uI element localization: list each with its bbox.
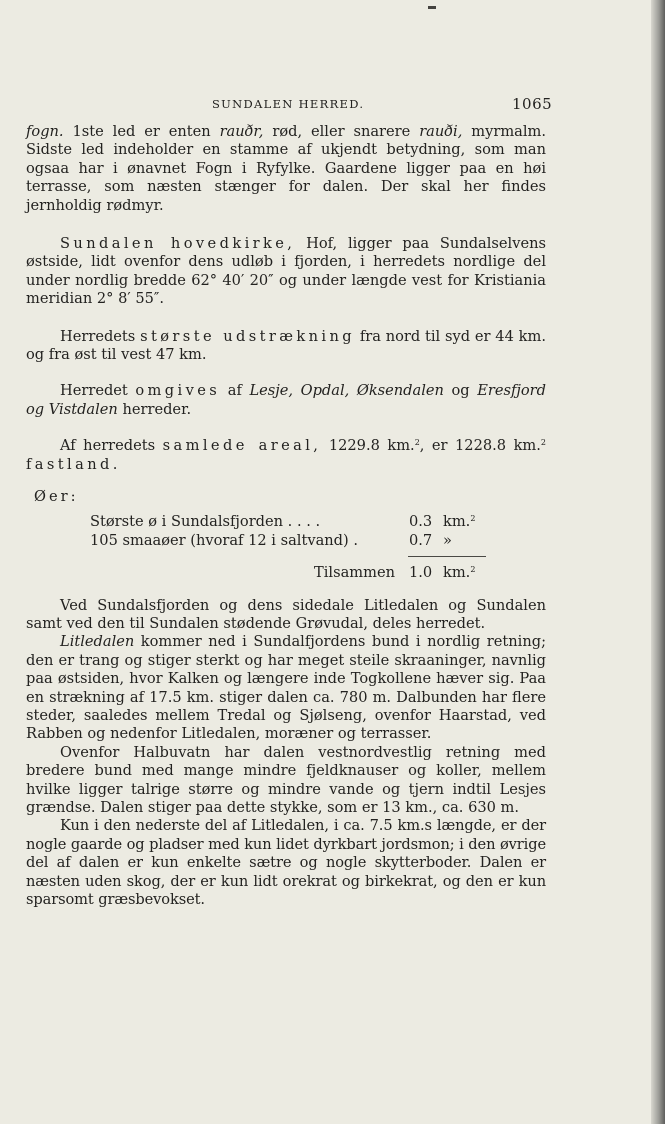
row-unit [443, 513, 483, 531]
table-row [90, 532, 490, 551]
italic-names: Eresfjord og Vistdalen [26, 382, 547, 418]
row-unit [443, 532, 483, 550]
page-number: 1065 [512, 95, 553, 113]
unit-text: » [443, 531, 452, 549]
paragraph-etymology [26, 123, 546, 215]
table-row [90, 513, 490, 532]
islands-table [90, 513, 490, 583]
row-label: Største ø i Sundalsfjorden . . . . [90, 512, 321, 530]
paragraph-main-church [26, 235, 546, 309]
text-run: , er 1228.8 km. [419, 437, 541, 455]
total-unit [443, 564, 483, 582]
running-header [0, 97, 665, 117]
header-title: SUNDALEN HERRED. [212, 97, 365, 111]
text-run: Herredet [60, 382, 136, 400]
islands-heading: Øer: [34, 488, 79, 506]
text-run: Af herredets [60, 437, 163, 455]
text-run: Hof, ligger paa Sundalselvens østside, lidt ovenfor dens udløb i fjorden, i herredets nordlige del under nordlig bredde 62° 40′ 20″ og under længde vest for Kristiania meridian 2° 8′ 55″. [26, 235, 546, 308]
paragraph-division: Ved Sundalsfjorden og dens sidedale Litledalen og Sundalen samt ved den til Sundalen stødende Grøvudal, deles herredet. [26, 596, 546, 632]
spaced-term: samlede areal, [162, 437, 322, 455]
superscript: 2 [540, 438, 546, 448]
text-run: 1229.8 km. [321, 437, 415, 455]
superscript: 2 [414, 438, 420, 448]
total-row [90, 564, 490, 583]
print-mark [428, 6, 436, 9]
paragraph-total-area [26, 437, 546, 474]
spaced-term: omgives [135, 382, 221, 400]
italic-word: rauði, [419, 123, 463, 140]
row-value: 0.3 [409, 512, 433, 530]
text-run: herreder. [117, 400, 192, 418]
row-label: 105 smaaøer (hvoraf 12 i saltvand) . [90, 531, 358, 549]
paragraph-farms: Kun i den nederste del af Litledalen, i ca. 7.5 km.s længde, er der nogle gaarde og pladser med kun lidet dyrkbart jordsmon; i den øvrige del af dalen er kun enkelte sætre og nogle skytterboder. Dalen er næsten uden skog, der er kun lidt orekrat og birkekrat, og den er kun sparsomt græsbevokset. [26, 817, 546, 908]
superscript: 2 [470, 513, 476, 523]
text-run: af [220, 382, 250, 400]
spaced-term: Sundalen hovedkirke, [60, 235, 296, 253]
spaced-term: fastland. [26, 455, 121, 473]
total-label: Tilsammen [314, 563, 395, 581]
spaced-term: største udstrækning [140, 327, 356, 345]
italic-names: Lesje, Opdal, Øksendalen [249, 382, 444, 400]
text-run: 1ste led er enten [63, 123, 220, 140]
italic-word: rauðr, [219, 123, 264, 140]
unit-text: km. [443, 512, 471, 530]
unit-text: km. [443, 563, 471, 581]
paragraph-litledalen [26, 633, 546, 743]
page-edge-shadow [651, 0, 665, 1124]
sum-rule [408, 556, 486, 557]
paragraph-halbuvatn: Ovenfor Halbuvatn har dalen vestnordvestlig retning med bredere bund med mange mindre fjeldknauser og koller, mellem hvilke ligger talrige større og mindre vande og tjern indtil Lesjes grændse. Dalen stiger paa dette stykke, som er 13 km., ca. 630 m. [26, 743, 546, 816]
paragraph-extent [26, 328, 546, 365]
row-value: 0.7 [409, 531, 433, 549]
text-run: kommer ned i Sundalfjordens bund i nordlig retning; den er trang og stiger sterkt og har meget steile skraaninger, navnlig paa østsiden, hvor Kalken og længere inde Togkollene hæver sig. Paa en strækning af 17.5 km. stiger dalen ca. 780 m. Dalbunden har flere steder, saaledes mellem Tredal og Sjølseng, ovenfor Haarstad, ved Rabben og nedenfor Litledalen, moræner og terrasser. [26, 633, 546, 743]
text-run: Herredets [60, 327, 141, 345]
italic-word: fogn. [26, 123, 64, 140]
text-run: og [443, 382, 478, 400]
total-value: 1.0 [409, 563, 433, 581]
italic-word: Litledalen [60, 633, 135, 651]
text-run: myrmalm. Sidste led indeholder en stamme af ukjendt betydning, som man ogsaa har i ønavnet Fogn i Ryfylke. Gaardene ligger paa en høi terrasse, som næsten stænger for dalen. Der skal her findes jernholdig rødmyr. [26, 123, 547, 214]
text-run: rød, eller snarere [263, 123, 420, 140]
superscript: 2 [470, 564, 476, 574]
page-body [26, 123, 546, 909]
paragraph-borders [26, 382, 546, 419]
text-run: fra nord til syd er 44 km. og fra øst til vest 47 km. [26, 327, 546, 364]
